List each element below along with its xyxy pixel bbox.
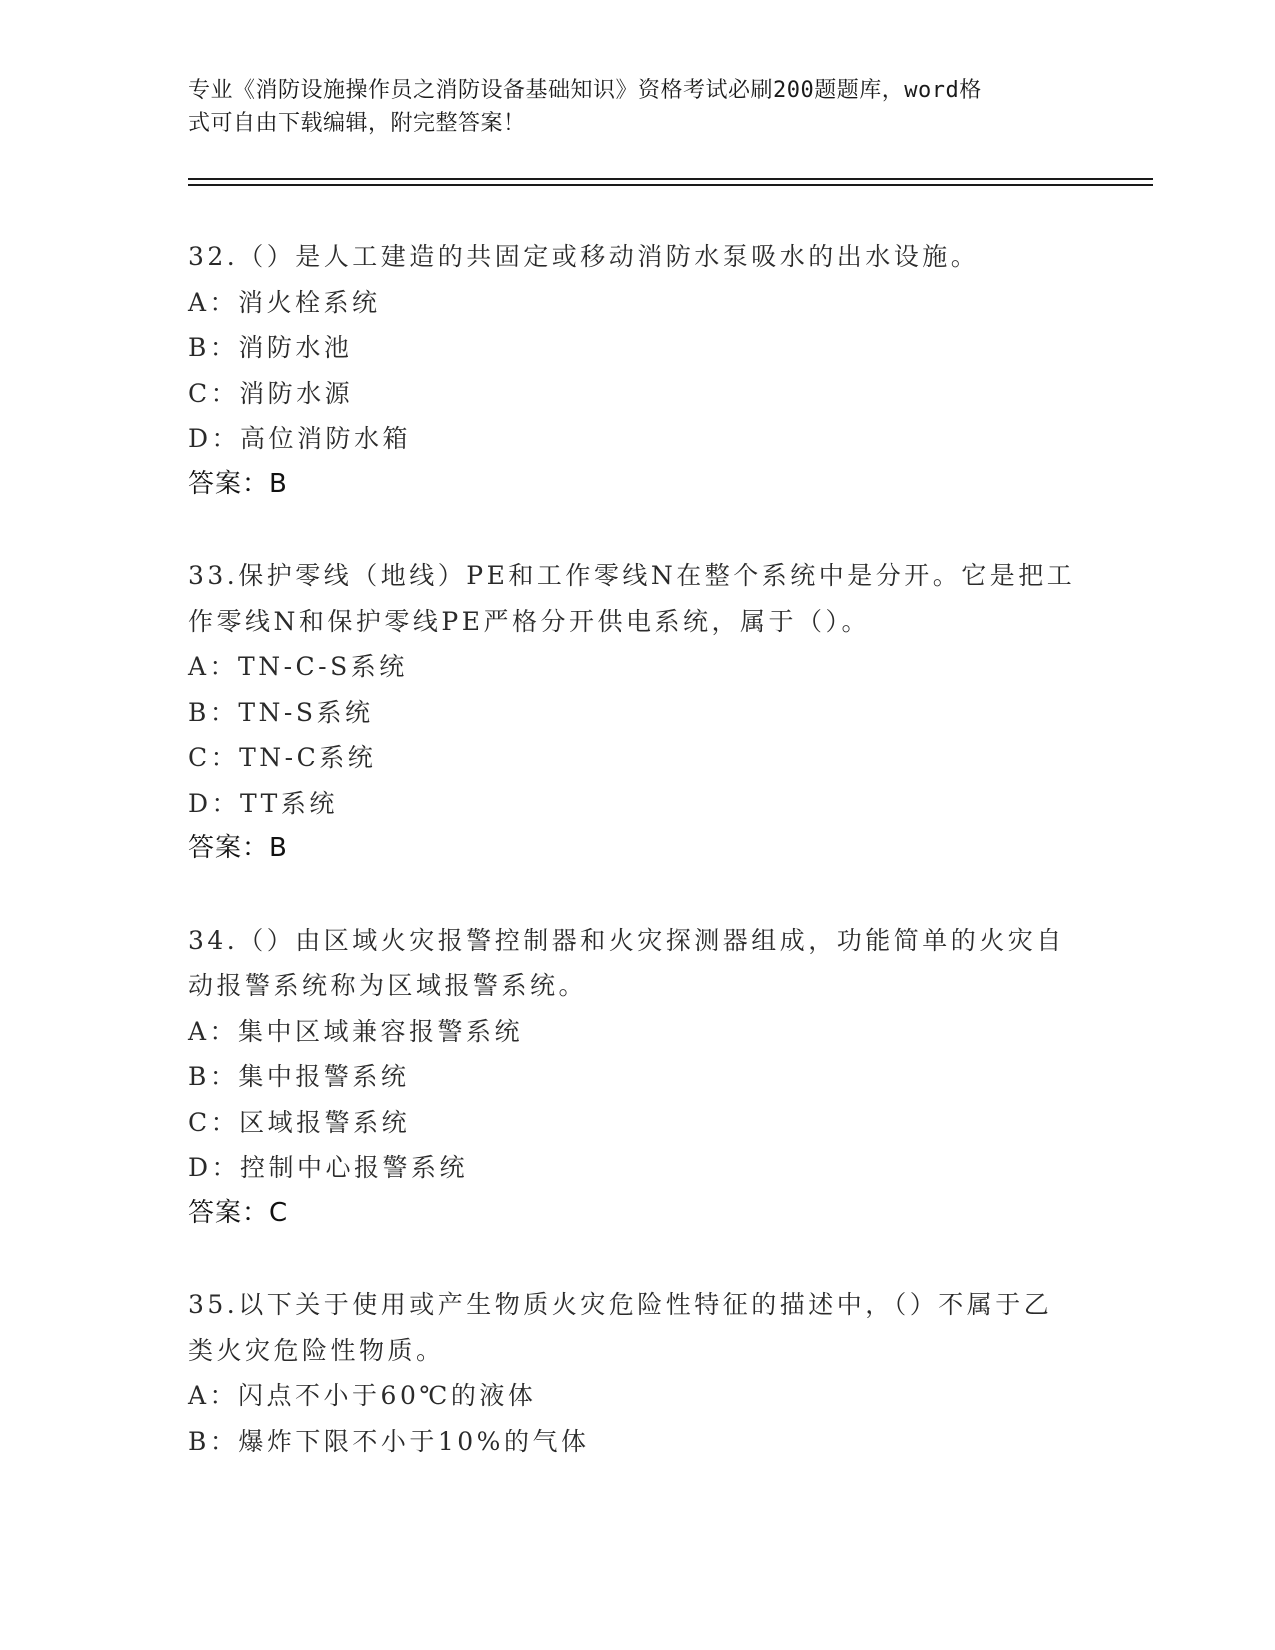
question-text: 35.以下关于使用或产生物质火灾危险性特征的描述中，（）不属于乙 bbox=[188, 1290, 1053, 1319]
question-text-continued: 类火灾危险性物质。 bbox=[188, 1335, 445, 1365]
question-list bbox=[188, 234, 1088, 1464]
question-text: 32.（）是人工建造的共固定或移动消防水泵吸水的出水设施。 bbox=[188, 242, 980, 271]
option-a: A：TN-C-S系统 bbox=[188, 652, 408, 681]
answer-line: 答案：C bbox=[188, 1197, 289, 1228]
answer-line: 答案：B bbox=[188, 833, 288, 863]
option-a: A：闪点不小于60℃的液体 bbox=[188, 1381, 537, 1410]
header-line-1: 专业《消防设施操作员之消防设备基础知识》资格考试必刷200题题库，word格 bbox=[188, 78, 982, 103]
option-c: C：区域报警系统 bbox=[188, 1107, 411, 1137]
option-b: B：爆炸下限不小于10%的气体 bbox=[188, 1426, 590, 1456]
option-c: C：消防水源 bbox=[188, 378, 354, 408]
question-text: 34.（）由区域火灾报警控制器和火灾探测器组成，功能简单的火灾自 bbox=[188, 925, 1065, 955]
question-32 bbox=[188, 234, 1088, 507]
option-d: D：TT系统 bbox=[188, 788, 338, 818]
spacer bbox=[188, 507, 1088, 553]
question-35 bbox=[188, 1282, 1088, 1464]
question-text-continued: 作零线N和保护零线PE严格分开供电系统，属于（）。 bbox=[188, 606, 870, 636]
option-d: D：控制中心报警系统 bbox=[188, 1153, 469, 1182]
option-a: A：消火栓系统 bbox=[188, 287, 381, 317]
question-33 bbox=[188, 553, 1088, 872]
option-d: D：高位消防水箱 bbox=[188, 424, 412, 453]
spacer bbox=[188, 872, 1088, 918]
option-b: B：TN-S系统 bbox=[188, 697, 374, 727]
question-text: 33.保护零线（地线）PE和工作零线N在整个系统中是分开。它是把工 bbox=[188, 561, 1076, 590]
document-header bbox=[188, 74, 1088, 140]
option-c: C：TN-C系统 bbox=[188, 743, 377, 772]
header-divider-top bbox=[188, 178, 1153, 180]
header-divider-bottom bbox=[188, 184, 1153, 186]
question-34 bbox=[188, 918, 1088, 1237]
spacer bbox=[188, 1236, 1088, 1282]
answer-line: 答案：B bbox=[188, 468, 288, 499]
option-b: B：消防水池 bbox=[188, 333, 353, 362]
option-b: B：集中报警系统 bbox=[188, 1062, 410, 1091]
header-line-2: 式可自由下载编辑，附完整答案！ bbox=[188, 111, 526, 136]
question-text-continued: 动报警系统称为区域报警系统。 bbox=[188, 971, 588, 1000]
option-a: A：集中区域兼容报警系统 bbox=[188, 1016, 524, 1046]
